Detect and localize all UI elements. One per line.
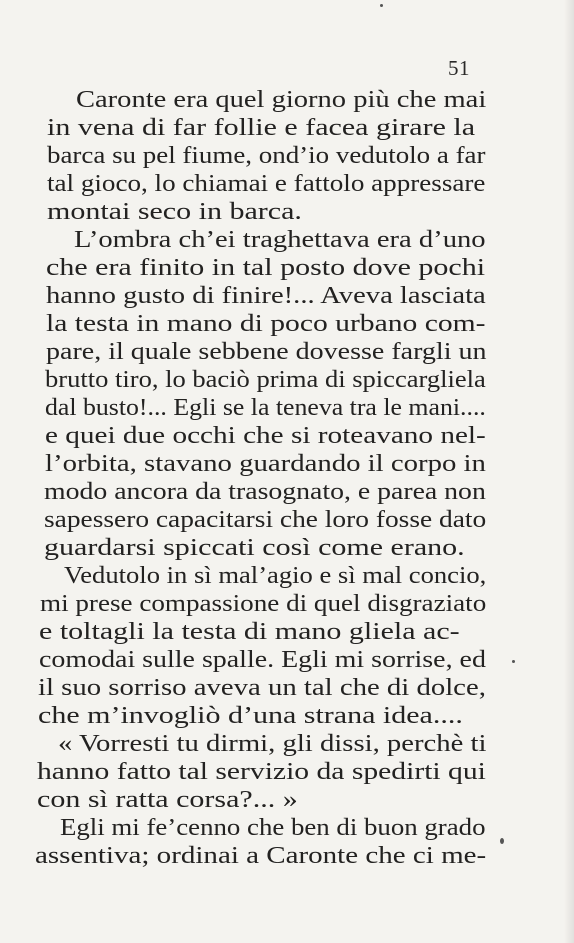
text-line: in vena di far follie e facea girare la bbox=[47, 115, 476, 141]
text-line: la testa in mano di poco urbano com- bbox=[46, 311, 486, 337]
text-line: guardarsi spiccati così come erano. bbox=[44, 535, 465, 561]
text-line: « Vorresti tu dirmi, gli dissi, perchè ti bbox=[58, 731, 487, 757]
text-line: L’ombra ch’ei traghettava era d’uno bbox=[74, 227, 486, 253]
ink-speck bbox=[512, 660, 515, 663]
text-line: che m’invogliò d’una strana idea.... bbox=[38, 703, 463, 729]
text-line: mi prese compassione di quel disgraziato bbox=[40, 591, 487, 617]
text-line: pare, il quale sebbene dovesse fargli un bbox=[46, 339, 487, 365]
ink-speck bbox=[380, 4, 383, 7]
text-line: il suo sorriso aveva un tal che di dolce, bbox=[38, 675, 486, 701]
text-line: barca su pel fiume, ond’io vedutolo a far bbox=[47, 143, 486, 169]
text-line: modo ancora da trasognato, e parea non bbox=[44, 479, 486, 505]
text-line: Egli mi fe’cenno che ben di buon grado bbox=[60, 815, 486, 841]
page-edge-shadow bbox=[564, 0, 574, 943]
text-line: dal busto!... Egli se la teneva tra le mani.... bbox=[45, 395, 486, 421]
text-line: che era finito in tal posto dove pochi bbox=[46, 255, 486, 281]
text-line: con sì ratta corsa?... » bbox=[37, 787, 298, 813]
text-line: e quei due occhi che si roteavano nel- bbox=[45, 423, 486, 449]
text-line: montai seco in barca. bbox=[47, 199, 302, 225]
text-line: Vedutolo in sì mal’agio e sì mal concio, bbox=[64, 563, 487, 589]
page-number: 51 bbox=[448, 56, 470, 80]
text-line: hanno gusto di finire!... Aveva lasciata bbox=[46, 283, 486, 309]
text-line: assentiva; ordinai a Caronte che ci me- bbox=[35, 843, 487, 869]
text-line: tal gioco, lo chiamai e fattolo appressare bbox=[47, 171, 486, 197]
ink-speck bbox=[500, 838, 504, 844]
text-line: e toltagli la testa di mano gliela ac- bbox=[39, 619, 460, 645]
text-line: Caronte era quel giorno più che mai bbox=[76, 87, 487, 113]
text-line: sapessero capacitarsi che loro fosse dato bbox=[44, 507, 487, 533]
text-line: comodai sulle spalle. Egli mi sorrise, ed bbox=[39, 647, 486, 673]
text-line: brutto tiro, lo baciò prima di spiccargliela bbox=[45, 367, 486, 393]
text-line: hanno fatto tal servizio da spedirti qui bbox=[37, 759, 486, 785]
text-line: l’orbita, stavano guardando il corpo in bbox=[45, 451, 486, 477]
